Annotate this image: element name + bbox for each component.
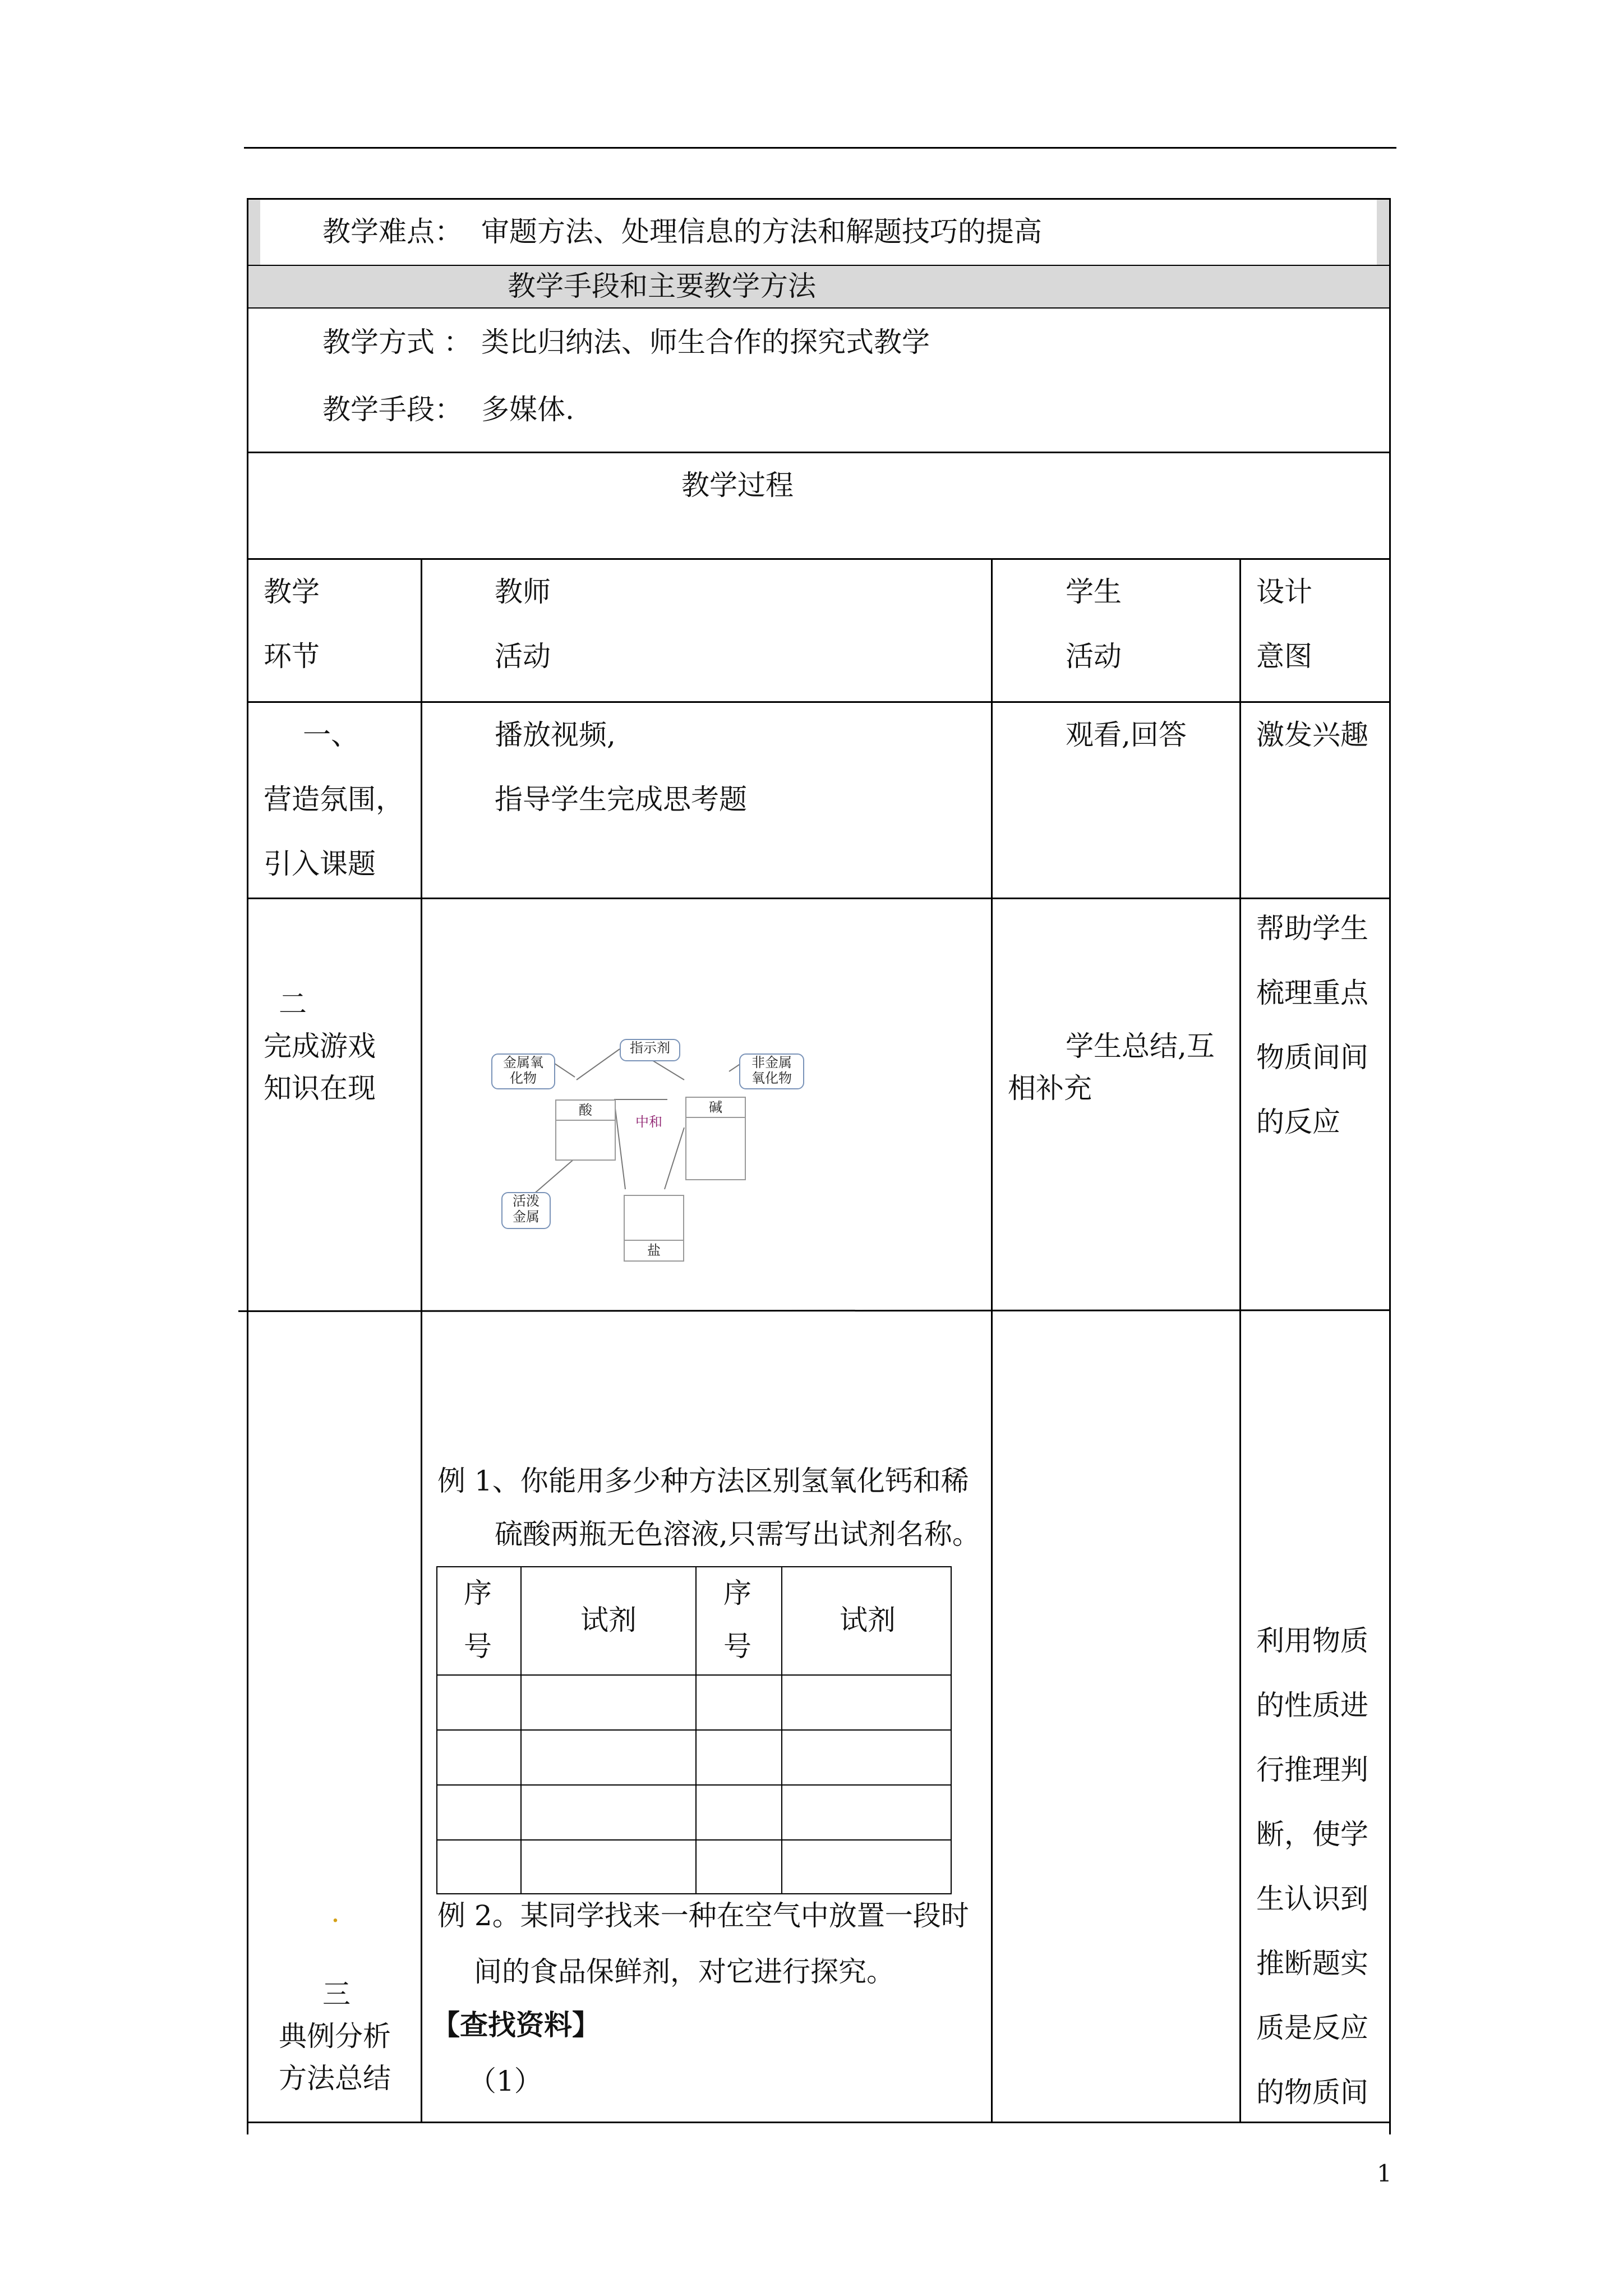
row3-stage-c: 方法总结 xyxy=(279,2062,391,2095)
process-header: 教学过程 xyxy=(681,469,794,501)
row3-stage-b: 典例分析 xyxy=(279,2020,391,2053)
row1-teacher-a: 播放视频, xyxy=(495,719,616,751)
diagram-node-metal-oxide: 金属氧 化物 xyxy=(491,1053,555,1089)
page-number: 1 xyxy=(1377,2160,1392,2187)
row3-intent-4: 断，使学 xyxy=(1256,1818,1368,1851)
row1-stage-c: 引入课题 xyxy=(264,848,376,880)
row2-intent-1: 帮助学生 xyxy=(1256,912,1368,945)
difficulty-right-band xyxy=(1377,200,1389,265)
row1-stage-a: 一、 xyxy=(303,719,359,751)
difficulty-label: 教学难点： xyxy=(322,215,463,248)
example2-line2: 间的食品保鲜剂，对它进行探究。 xyxy=(474,1955,895,1988)
col-teacher-header-2: 活动 xyxy=(495,640,551,673)
reagent-table-seq-2a: 序 xyxy=(723,1577,751,1609)
col-teacher-header-1: 教师 xyxy=(495,576,551,608)
reagent-table-seq-2b: 号 xyxy=(723,1630,751,1663)
row1-student: 观看,回答 xyxy=(1066,719,1187,751)
row2-student-a: 学生总结,互 xyxy=(1066,1030,1215,1062)
example1-line2: 硫酸两瓶无色溶液,只需写出试剂名称。 xyxy=(495,1518,980,1550)
row2-intent-2: 梳理重点 xyxy=(1256,977,1368,1009)
row3-intent-6: 推断题实 xyxy=(1256,1947,1368,1980)
row1-intent: 激发兴趣 xyxy=(1256,719,1368,751)
row3-intent-3: 行推理判 xyxy=(1256,1754,1368,1786)
teaching-mode-text: 类比归纳法、师生合作的探究式教学 xyxy=(481,326,930,358)
col-stage-header-1: 教学 xyxy=(264,576,320,608)
row3-intent-8: 的物质间 xyxy=(1256,2076,1368,2109)
row3-intent-2: 的性质进 xyxy=(1256,1689,1368,1722)
reagent-table-reagent-2: 试剂 xyxy=(840,1604,896,1636)
row2-stage-c: 知识在现 xyxy=(264,1072,376,1105)
row2-stage-a: 二 xyxy=(279,988,307,1020)
col-student-header-2: 活动 xyxy=(1066,640,1122,673)
diagram-box-acid: 酸 xyxy=(555,1099,616,1161)
teaching-means-label: 教学手段： xyxy=(322,393,463,426)
row2-stage-b: 完成游戏 xyxy=(264,1030,376,1062)
methods-header: 教学手段和主要教学方法 xyxy=(508,270,816,302)
reagent-table-reagent-1: 试剂 xyxy=(580,1604,637,1636)
row3-intent-1: 利用物质 xyxy=(1256,1625,1368,1657)
methods-header-band xyxy=(248,265,1389,307)
header-rule xyxy=(244,147,1396,149)
difficulty-left-band xyxy=(248,200,260,265)
row3-stage-a: 三 xyxy=(322,1978,351,2010)
example2-line1: 例 2。某同学找来一种在空气中放置一段时 xyxy=(437,1899,969,1932)
row2-intent-3: 物质间间 xyxy=(1256,1041,1368,1074)
col-stage-header-2: 环节 xyxy=(264,640,320,673)
col-intent-header-2: 意图 xyxy=(1256,640,1312,673)
find-info-heading: 【查找资料】 xyxy=(432,2008,600,2041)
row3-dot: . xyxy=(331,1896,340,1929)
diagram-node-active-metal: 活泼 金属 xyxy=(501,1192,551,1229)
col-student-header-1: 学生 xyxy=(1066,576,1122,608)
row2-intent-4: 的反应 xyxy=(1256,1106,1340,1138)
diagram-box-salt: 盐 xyxy=(624,1195,684,1262)
item-1: （1） xyxy=(468,2065,542,2097)
diagram-node-indicator: 指示剂 xyxy=(620,1039,680,1061)
reagent-table-seq-1b: 号 xyxy=(464,1630,492,1663)
row1-stage-b: 营造氛围， xyxy=(264,783,404,816)
diagram-label-neutralize: 中和 xyxy=(635,1114,662,1130)
example1-line1: 例 1、你能用多少种方法区别氢氧化钙和稀 xyxy=(437,1465,969,1497)
col-intent-header-1: 设计 xyxy=(1256,576,1312,608)
teaching-mode-label: 教学方式 ： xyxy=(322,326,472,358)
row2-student-b: 相补充 xyxy=(1008,1072,1092,1105)
difficulty-text: 审题方法、处理信息的方法和解题技巧的提高 xyxy=(481,215,1042,248)
row3-intent-5: 生认识到 xyxy=(1256,1883,1368,1915)
row1-teacher-b: 指导学生完成思考题 xyxy=(495,783,747,816)
diagram-box-base: 碱 xyxy=(685,1097,746,1180)
teaching-means-text: 多媒体. xyxy=(481,393,574,426)
row3-intent-7: 质是反应 xyxy=(1256,2012,1368,2044)
reagent-table-seq-1a: 序 xyxy=(464,1577,492,1609)
diagram-node-nonmetal-oxide: 非金属 氧化物 xyxy=(739,1053,804,1089)
